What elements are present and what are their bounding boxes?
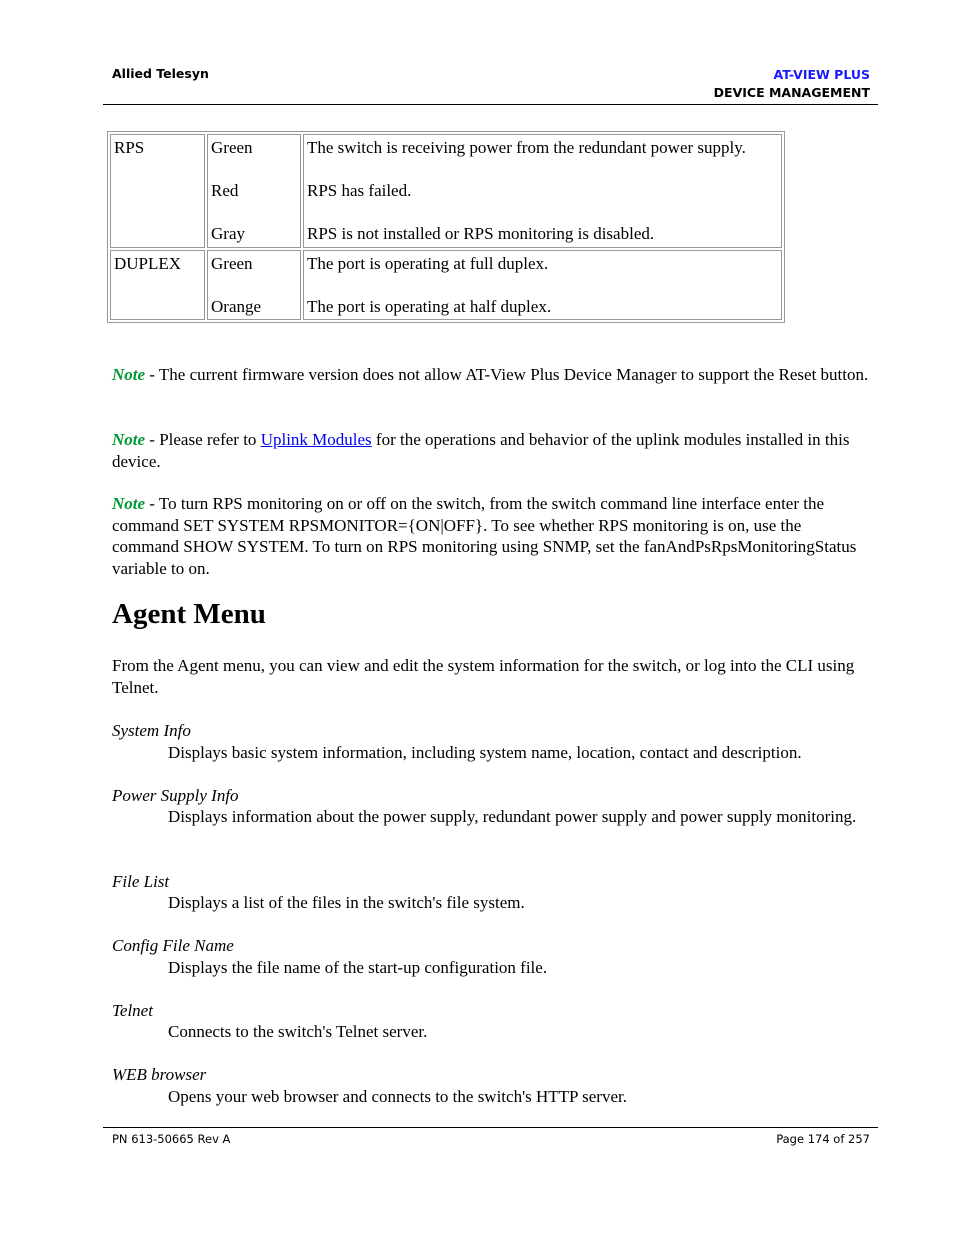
- menu-item-term: File List: [112, 872, 170, 891]
- color-value: Green: [211, 253, 253, 273]
- description-value: RPS has failed.: [307, 181, 412, 200]
- section-title: Agent Menu: [112, 598, 266, 630]
- table-cell-description: [303, 134, 782, 248]
- led-state-table: [107, 131, 785, 323]
- note-text: for the operations and behavior of the uplink modules installed in this device.: [112, 430, 850, 471]
- description-value: The port is operating at half duplex.: [307, 296, 552, 316]
- menu-item-desc: Opens your web browser and connects to the switch's HTTP server.: [168, 1087, 627, 1106]
- note-text: - The current firmware version does not allow AT-View Plus Device Manager to support the Reset button.: [145, 365, 869, 384]
- header-right: [714, 66, 870, 102]
- header-section: DEVICE MANAGEMENT: [713, 85, 870, 100]
- menu-item-term: Power Supply Info: [112, 786, 239, 805]
- menu-item-desc: Displays information about the power supply, redundant power supply and power supply monitoring.: [168, 807, 857, 826]
- table-cell-colors: [207, 134, 301, 248]
- footer-divider: [103, 1127, 878, 1128]
- note-text: - To turn RPS monitoring on or off on the switch, from the switch command line interface enter the command SET SYSTEM RPSMONITOR={ON|OFF}. To see whether RPS monitoring is on, use the command SHOW SYSTEM. To turn on RPS monitoring using SNMP, set the fanAndPsRpsMonitoringStatus variable to on.: [112, 494, 857, 578]
- header-divider: [103, 104, 878, 105]
- menu-item-term: WEB browser: [112, 1065, 207, 1084]
- description-value: RPS is not installed or RPS monitoring is disabled.: [307, 224, 655, 243]
- note-reset: [112, 364, 872, 386]
- description-value: The port is operating at full duplex.: [307, 253, 549, 273]
- description-value: The switch is receiving power from the redundant power supply.: [307, 138, 746, 157]
- header-product: AT-VIEW PLUS: [773, 67, 870, 82]
- table-cell-name: DUPLEX: [110, 250, 205, 321]
- note-label: Note: [112, 365, 146, 384]
- footer-page-number: Page 174 of 257: [776, 1132, 870, 1146]
- menu-item-desc: Displays basic system information, including system name, location, contact and description.: [168, 743, 802, 762]
- menu-item-desc: Displays the file name of the start-up configuration file.: [168, 958, 548, 977]
- header-company: Allied Telesyn: [112, 66, 209, 81]
- menu-item-term: Config File Name: [112, 936, 234, 955]
- note-text: - Please refer to: [145, 430, 261, 449]
- color-value: Green: [211, 138, 253, 157]
- note-uplink: [112, 429, 872, 472]
- uplink-modules-link[interactable]: Uplink Modules: [260, 430, 372, 449]
- table-cell-name: RPS: [110, 134, 205, 248]
- note-rps: [112, 493, 872, 579]
- color-value: Red: [211, 181, 239, 200]
- note-label: Note: [112, 494, 146, 513]
- table-cell-description: [303, 250, 782, 321]
- table-row: [110, 250, 782, 321]
- table-cell-colors: [207, 250, 301, 321]
- menu-item-term: Telnet: [112, 1001, 153, 1020]
- table-row: [110, 134, 782, 248]
- menu-item-desc: Displays a list of the files in the switch's file system.: [168, 893, 525, 912]
- menu-item-term: System Info: [112, 721, 191, 740]
- menu-item-desc: Connects to the switch's Telnet server.: [168, 1022, 428, 1041]
- color-value: Orange: [211, 296, 262, 316]
- section-intro: From the Agent menu, you can view and edit the system information for the switch, or log into the CLI using Telnet.: [112, 656, 855, 697]
- note-label: Note: [112, 430, 146, 449]
- footer-part-number: PN 613-50665 Rev A: [112, 1132, 231, 1146]
- color-value: Gray: [211, 224, 245, 243]
